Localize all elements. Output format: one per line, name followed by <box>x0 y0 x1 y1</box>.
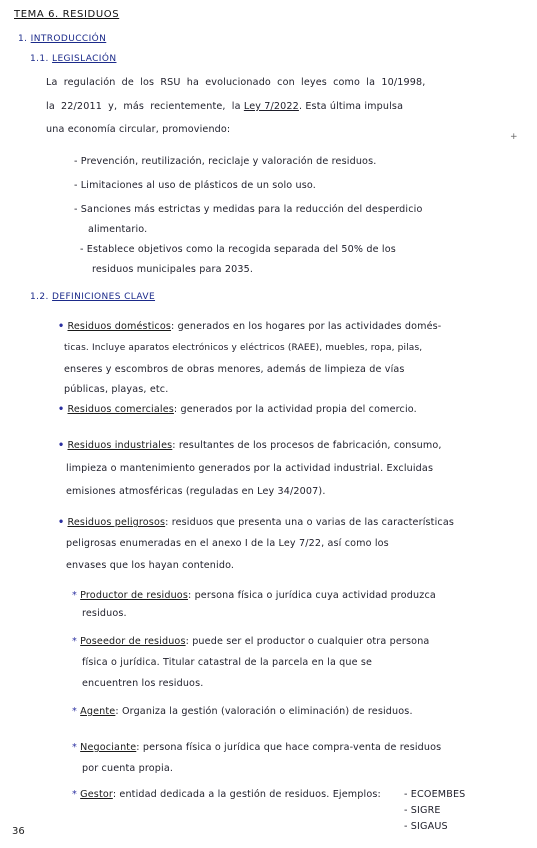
gestor-example-2: - SIGRE <box>404 805 441 816</box>
section-1-1-label: LEGISLACIÓN <box>52 54 117 64</box>
legislacion-line-3: una economía circular, promoviendo: <box>46 124 231 135</box>
legislacion-item-4: - Establece objetivos como la recogida separada del 50% de los <box>80 244 396 255</box>
term-peligrosos: Residuos peligrosos <box>67 517 166 528</box>
def-peligrosos-line-3: envases que los hayan contenido. <box>66 560 235 571</box>
star-bullet: * <box>72 706 77 717</box>
def-poseedor-line-2: física o jurídica. Titular catastral de la parcela en la que se <box>82 657 373 668</box>
def-negociante-line-1: : persona física o jurídica que hace compra-venta de residuos <box>136 742 442 753</box>
def-productor-line-2: residuos. <box>82 608 127 619</box>
legislacion-item-2: - Limitaciones al uso de plásticos de un solo uso. <box>74 180 316 191</box>
star-bullet: * <box>72 789 77 800</box>
bullet-dot: • <box>58 321 65 332</box>
def-agente-line-1: : Organiza la gestión (valoración o eliminación) de residuos. <box>115 706 413 717</box>
term-poseedor: Poseedor de residuos <box>80 636 186 647</box>
def-gestor-line-1: : entidad dedicada a la gestión de residuos. Ejemplos: <box>112 789 381 800</box>
margin-plus-mark: + <box>510 132 518 142</box>
section-1-2-number: 1.2. <box>30 292 49 302</box>
def-industriales-line-1: : resultantes de los procesos de fabricación, consumo, <box>172 440 442 451</box>
def-domesticos-line-1: : generados en los hogares por las actividades domés- <box>171 321 442 332</box>
def-agente <box>72 706 413 717</box>
section-1-1-number: 1.1. <box>30 54 49 64</box>
ley-7-2022: Ley 7/2022 <box>243 101 299 112</box>
legislacion-item-1: - Prevención, reutilización, reciclaje y valoración de residuos. <box>74 156 377 167</box>
def-peligrosos-line-1: : residuos que presenta una o varias de las características <box>165 517 455 528</box>
bullet-dot: • <box>58 404 65 415</box>
def-gestor <box>72 789 381 800</box>
legislacion-item-3-cont: alimentario. <box>88 224 148 235</box>
def-poseedor-line-1: : puede ser el productor o cualquier otra persona <box>185 636 430 647</box>
page-number: 36 <box>12 826 25 837</box>
def-industriales <box>58 440 442 451</box>
section-1-label: INTRODUCCIÓN <box>30 34 107 44</box>
page-title: TEMA 6. RESIDUOS <box>14 9 120 20</box>
def-domesticos-line-3: enseres y escombros de obras menores, además de limpieza de vías <box>64 364 405 375</box>
def-peligrosos-line-2: peligrosas enumeradas en el anexo I de la Ley 7/22, así como los <box>66 538 389 549</box>
star-bullet: * <box>72 742 77 753</box>
section-1-heading <box>18 34 106 44</box>
def-domesticos-line-2: ticas. Incluye aparatos electrónicos y eléctricos (RAEE), muebles, ropa, pilas, <box>64 343 423 353</box>
term-industriales: Residuos industriales <box>67 440 173 451</box>
section-1-2-heading <box>30 292 155 302</box>
def-negociante <box>72 742 441 753</box>
def-industriales-line-3: emisiones atmosféricas (reguladas en Ley 34/2007). <box>66 486 326 497</box>
def-domesticos <box>58 321 441 332</box>
def-poseedor-line-3: encuentren los residuos. <box>82 678 204 689</box>
term-negociante: Negociante <box>80 742 137 753</box>
legislacion-item-4-cont: residuos municipales para 2035. <box>92 264 254 275</box>
bullet-dot: • <box>58 440 65 451</box>
def-negociante-line-2: por cuenta propia. <box>82 763 174 774</box>
term-gestor: Gestor <box>80 789 113 800</box>
section-1-2-label: DEFINICIONES CLAVE <box>52 292 156 302</box>
def-comerciales <box>58 404 417 415</box>
def-industriales-line-2: limpieza o mantenimiento generados por la actividad industrial. Excluidas <box>66 463 434 474</box>
star-bullet: * <box>72 590 77 601</box>
legislacion-line-2 <box>46 101 403 112</box>
legislacion-item-3: - Sanciones más estrictas y medidas para la reducción del desperdicio <box>74 204 423 215</box>
term-productor: Productor de residuos <box>80 590 188 601</box>
star-bullet: * <box>72 636 77 647</box>
term-comerciales: Residuos comerciales <box>67 404 174 415</box>
def-domesticos-line-4: públicas, playas, etc. <box>64 384 169 395</box>
term-domesticos: Residuos domésticos <box>67 321 172 332</box>
term-agente: Agente <box>80 706 116 717</box>
def-productor <box>72 590 436 601</box>
gestor-example-3: - SIGAUS <box>404 821 448 832</box>
section-1-number: 1. <box>18 34 28 44</box>
def-poseedor <box>72 636 429 647</box>
legislacion-line-2-text: la 22/2011 y, más recientemente, la <box>46 101 241 112</box>
def-peligrosos <box>58 517 454 528</box>
def-comerciales-line-1: : generados por la actividad propia del comercio. <box>173 404 417 415</box>
def-productor-line-1: : persona física o jurídica cuya actividad produzca <box>187 590 436 601</box>
bullet-dot: • <box>58 517 65 528</box>
section-1-1-heading <box>30 54 116 64</box>
legislacion-line-1: La regulación de los RSU ha evolucionado con leyes como la 10/1998, <box>46 77 426 88</box>
legislacion-line-2-tail: . Esta última impulsa <box>298 101 404 112</box>
gestor-example-1: - ECOEMBES <box>404 789 466 800</box>
